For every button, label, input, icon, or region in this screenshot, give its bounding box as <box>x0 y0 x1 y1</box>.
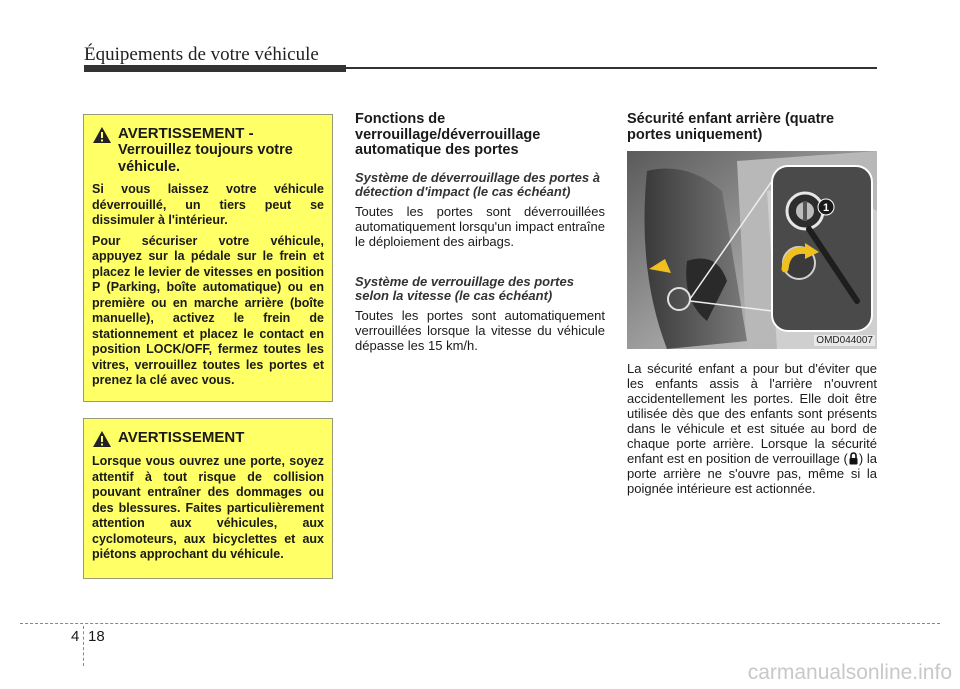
figure-callout-number: 1 <box>822 202 830 214</box>
footer-rule <box>20 623 940 624</box>
child-lock-section <box>627 112 877 496</box>
section-heading: Sécurité enfant arrière (quatre portes uniquement) <box>627 111 835 143</box>
warning-subtitle: Verrouillez toujours votre véhicule. <box>118 142 293 175</box>
warning-header <box>92 429 324 448</box>
auto-lock-section <box>355 112 605 353</box>
warning-title: AVERTISSEMENT - <box>118 125 254 142</box>
chapter-number: 4 <box>71 628 80 645</box>
page-number: 18 <box>88 628 105 645</box>
section-heading: Fonctions de verrouillage/déverrouillage automatique des portes <box>355 111 541 158</box>
subsection-title: Système de déverrouillage des portes à détection d'impact (le cas échéant) <box>355 169 600 199</box>
warning-box-door-opening <box>83 418 333 579</box>
warning-paragraph: Pour sécuriser votre véhicule, appuyez sur la pédale sur le frein et placez le levier de vitesses en position P (Parking, boîte automatique) ou en première ou en marche arrière (boîte manuelle), activez le frein de stationnement et placez le contact en position LOCK/OFF, fermez toutes les vitres, verrouillez toutes les portes et prenez la clé avec vous. <box>92 233 324 387</box>
subsection-text: Toutes les portes sont déverrouillées automatiquement lorsqu'un impact entraîne le déploiement des airbags. <box>355 203 605 249</box>
warning-title: AVERTISSEMENT <box>118 429 245 446</box>
watermark: carmanualsonline.info <box>747 661 952 684</box>
description-part: ) la porte arrière ne s'ouvre pas, même si la poignée intérieure est actionnée. <box>627 451 877 496</box>
warning-paragraph: Si vous laissez votre véhicule déverrouillé, un tiers peut se dissimuler à l'intérieur. <box>92 182 324 227</box>
child-lock-figure <box>627 151 877 349</box>
lock-icon <box>848 452 859 465</box>
figure-code: OMD044007 <box>816 335 873 346</box>
header-rule <box>84 67 877 69</box>
warning-paragraph: Lorsque vous ouvrez une porte, soyez attentif à tout risque de collision pouvant entraîner des dommages ou des blessures. Faites particulièrement attention aux véhicules, aux cyclomoteurs, aux bicyclettes et aux piétons approchant du véhicule. <box>92 454 324 561</box>
description-part: La sécurité enfant a pour but d'éviter que les enfants assis à l'arrière n'ouvrent accidentellement les portes. Elle doit être utilisée dès que des enfants sont présents dans le véhicule et est située au bord de chaque porte arrière. Lorsque la sécurité enfant est en position de verrouillage ( <box>627 361 877 466</box>
subsection-text: Toutes les portes sont automatiquement verrouillées lorsque la vitesse du véhicule dépasse les 15 km/h. <box>355 307 605 353</box>
subsection-title: Système de verrouillage des portes selon la vitesse (le cas échéant) <box>355 273 574 303</box>
warning-header <box>92 125 324 176</box>
child-lock-illustration <box>627 151 877 349</box>
child-lock-description <box>627 361 877 496</box>
page-header-title: Équipements de votre véhicule <box>84 44 319 65</box>
footer-divider <box>83 626 84 666</box>
warning-box-lock-vehicle <box>83 114 333 402</box>
warning-triangle-icon <box>92 126 112 144</box>
warning-triangle-icon <box>92 430 112 448</box>
